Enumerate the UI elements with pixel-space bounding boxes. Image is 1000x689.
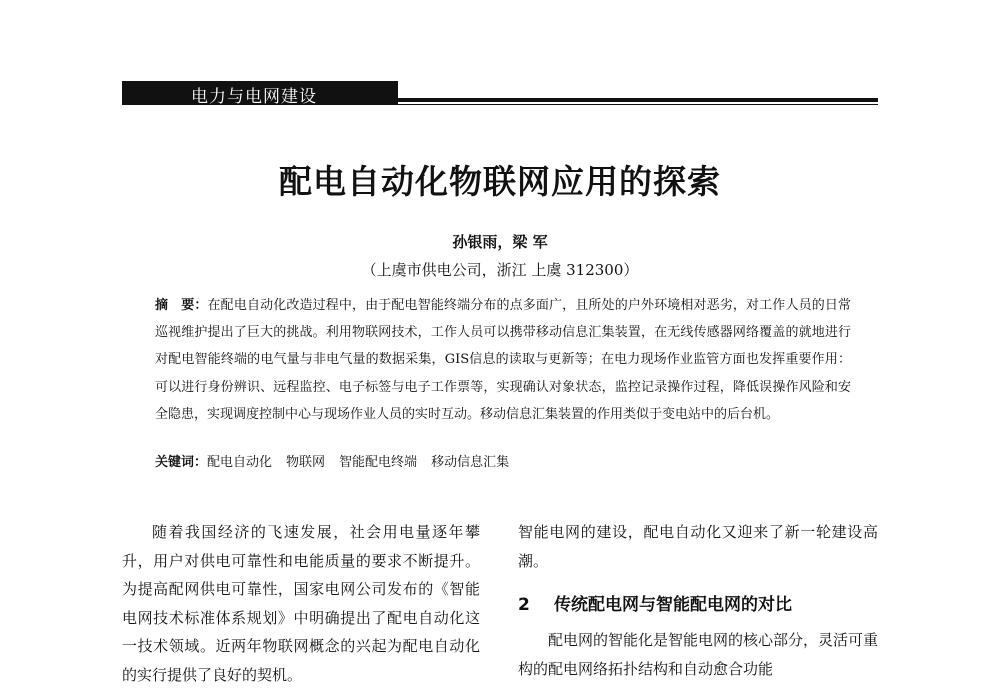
- header-rule-thick: [398, 98, 878, 102]
- abstract-label: 摘 要：: [155, 298, 208, 313]
- section-title: 传统配电网与智能配电网的对比: [554, 595, 792, 615]
- body-paragraph-right-1: 智能电网的建设，配电自动化又迎来了新一轮建设高潮。: [518, 523, 878, 570]
- paper-authors: 孙银雨，梁 军: [452, 233, 548, 251]
- keyword: 物联网: [286, 455, 326, 470]
- header-rule-thin: [398, 104, 878, 105]
- keywords: [155, 451, 851, 470]
- keyword: 智能配电终端: [339, 455, 418, 470]
- body-paragraph-left: 随着我国经济的飞速发展，社会用电量逐年攀升，用户对供电可靠性和电能质量的要求不断提升。为提高配网供电可靠性，国家电网公司发布的《智能电网技术标准体系规划》中明确提出了配电自动化这一技术领域。近两年物联网概念的兴起为配电自动化的实行提供了良好的契机。: [122, 523, 480, 684]
- section-number: 2: [518, 595, 530, 615]
- abstract-text: 在配电自动化改造过程中，由于配电智能终端分布的点多面广，且所处的户外环境相对恶劣，对工作人员的日常巡视维护提出了巨大的挑战。利用物联网技术，工作人员可以携带移动信息汇集装置，在无线传感器网络覆盖的就地进行对配电智能终端的电气量与非电气量的数据采集，GIS信息的读取与更新等；在电力现场作业监管方面也发挥重要作用：可以进行身份辨识、远程监控、电子标签与电子工作票等，实现确认对象状态，监控记录操作过程，降低误操作风险和安全隐患，实现调度控制中心与现场作业人员的实时互动。移动信息汇集装置的作用类似于变电站中的后台机。: [155, 298, 851, 422]
- keyword: 移动信息汇集: [431, 455, 510, 470]
- section-header-label: 电力与电网建设: [191, 87, 317, 107]
- paper-title: 配电自动化物联网应用的探索: [279, 162, 721, 201]
- body-paragraph-right-2: 配电网的智能化是智能电网的核心部分，灵活可重构的配电网络拓扑结构和自动愈合功能: [518, 631, 879, 678]
- keyword: 配电自动化: [207, 455, 273, 470]
- section-heading: [518, 590, 792, 615]
- paper-affiliation: （上虞市供电公司，浙江 上虞 312300）: [361, 261, 639, 279]
- keywords-label: 关键词：: [155, 455, 208, 470]
- abstract: [155, 292, 851, 428]
